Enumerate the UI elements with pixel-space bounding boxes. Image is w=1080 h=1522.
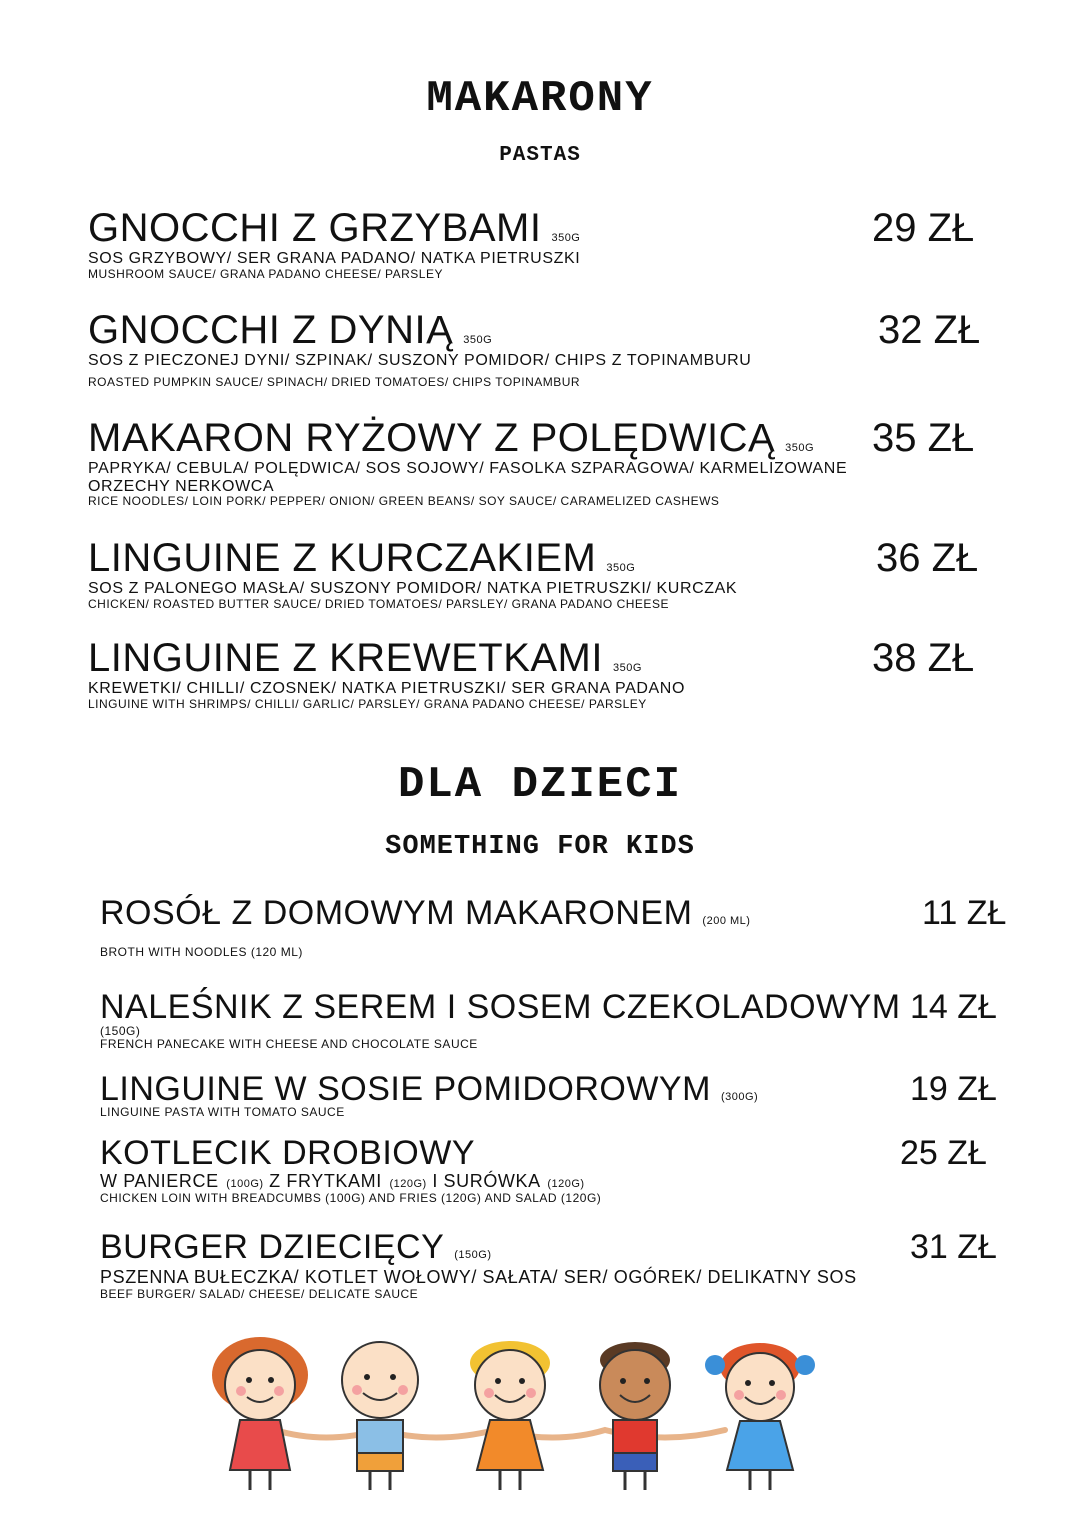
menu-item: [100, 1230, 857, 1302]
item-description-en: MUSHROOM SAUCE/ GRANA PADANO CHEESE/ PARSLEY: [88, 266, 443, 281]
item-description-en: CHICKEN LOIN WITH BREADCUMBS (100G) AND FRIES (120G) AND SALAD (120G): [100, 1190, 602, 1205]
item-price: 11 ZŁ: [922, 894, 1007, 932]
item-description-en: ROASTED PUMPKIN SAUCE/ SPINACH/ DRIED TOMATOES/ CHIPS TOPINAMBUR: [88, 374, 581, 389]
item-description-pl: PSZENNA BUŁECZKA/ KOTLET WOŁOWY/ SAŁATA/ SER/ OGÓREK/ DELIKATNY SOS: [100, 1267, 857, 1287]
item-weight: (150G): [454, 1249, 492, 1261]
item-price: 32 ZŁ: [878, 308, 981, 352]
pastas-subtitle: PASTAS: [499, 144, 581, 167]
pastas-title: MAKARONY: [426, 74, 654, 124]
menu-item: [88, 418, 918, 509]
item-description-pl: KREWETKI/ CHILLI/ CZOSNEK/ NATKA PIETRUSZKI/ SER GRANA PADANO: [88, 680, 686, 697]
item-price: 25 ZŁ: [900, 1134, 987, 1172]
item-description-pl: PAPRYKA/ CEBULA/ POLĘDWICA/ SOS SOJOWY/ FASOLKA SZPARAGOWA/ KARMELIZOWANE ORZECHY NERKOWCA: [88, 460, 848, 495]
menu-item: [100, 990, 901, 1052]
item-name: MAKARON RYŻOWY Z POLĘDWICĄ: [88, 416, 776, 460]
item-weight: 350G: [463, 334, 493, 346]
menu-item: [88, 208, 580, 281]
item-weight: 350G: [606, 562, 636, 574]
menu-item: [100, 1072, 758, 1120]
item-description-pl: SOS GRZYBOWY/ SER GRANA PADANO/ NATKA PIETRUSZKI: [88, 250, 581, 267]
item-description-pl: SOS Z PALONEGO MASŁA/ SUSZONY POMIDOR/ NATKA PIETRUSZKI/ KURCZAK: [88, 580, 738, 597]
child-figure: [342, 1342, 418, 1490]
item-price: 14 ZŁ: [910, 988, 997, 1026]
item-description-en: BROTH WITH NOODLES (120 ML): [100, 945, 303, 959]
kids-subtitle: SOMETHING FOR KIDS: [385, 832, 695, 862]
menu-item: [100, 896, 750, 960]
item-description-en: LINGUINE WITH SHRIMPS/ CHILLI/ GARLIC/ PARSLEY/ GRANA PADANO CHEESE/ PARSLEY: [88, 696, 647, 711]
item-description-en: CHICKEN/ ROASTED BUTTER SAUCE/ DRIED TOMATOES/ PARSLEY/ GRANA PADANO CHEESE: [88, 596, 669, 611]
item-name: GNOCCHI Z GRZYBAMI: [88, 206, 542, 250]
menu-item: [88, 310, 751, 389]
item-name: LINGUINE Z KREWETKAMI: [88, 636, 603, 680]
menu-item: [88, 538, 737, 611]
item-name: LINGUINE Z KURCZAKIEM: [88, 536, 597, 580]
item-weight: (150G): [100, 1024, 141, 1038]
item-price: 36 ZŁ: [876, 536, 979, 580]
item-name: KOTLECIK DROBIOWY: [100, 1134, 475, 1172]
item-weight: (300G): [720, 1091, 759, 1103]
item-weight: 350G: [551, 232, 581, 244]
children-holding-hands-icon: [205, 1335, 835, 1495]
item-weight: 350G: [613, 662, 642, 674]
item-name: ROSÓŁ Z DOMOWYM MAKARONEM: [100, 894, 693, 932]
item-name: BURGER DZIECIĘCY: [100, 1228, 445, 1266]
menu-item: [88, 638, 685, 711]
item-weight: (200 ML): [702, 915, 751, 927]
child-figure: [212, 1337, 308, 1490]
item-price: 31 ZŁ: [910, 1228, 997, 1266]
item-name: GNOCCHI Z DYNIĄ: [88, 308, 454, 352]
item-name: LINGUINE W SOSIE POMIDOROWYM: [100, 1070, 711, 1108]
item-price: 19 ZŁ: [910, 1070, 997, 1108]
child-figure: [600, 1342, 670, 1490]
item-description-en: BEEF BURGER/ SALAD/ CHEESE/ DELICATE SAUCE: [100, 1286, 419, 1301]
item-price: 38 ZŁ: [872, 636, 975, 680]
kids-title: DLA DZIECI: [397, 760, 683, 810]
item-weight: 350G: [785, 442, 815, 454]
item-name: NALEŚNIK Z SEREM I SOSEM CZEKOLADOWYM: [100, 988, 901, 1026]
item-description-pl: W PANIERCE (100G) Z FRYTKAMI (120G) I SURÓWKA (120G): [100, 1171, 585, 1191]
item-price: 29 ZŁ: [872, 206, 975, 250]
item-description-en: RICE NOODLES/ LOIN PORK/ PEPPER/ ONION/ GREEN BEANS/ SOY SAUCE/ CARAMELIZED CASHEWS: [88, 494, 720, 509]
child-figure: [705, 1343, 815, 1490]
item-description-en: LINGUINE PASTA WITH TOMATO SAUCE: [100, 1105, 345, 1119]
item-description-en: FRENCH PANECAKE WITH CHEESE AND CHOCOLATE SAUCE: [100, 1037, 478, 1051]
child-figure: [470, 1341, 550, 1490]
menu-item: [100, 1136, 601, 1206]
item-price: 35 ZŁ: [872, 416, 975, 460]
item-description-pl: SOS Z PIECZONEJ DYNI/ SZPINAK/ SUSZONY POMIDOR/ CHIPS Z TOPINAMBURU: [88, 352, 752, 369]
